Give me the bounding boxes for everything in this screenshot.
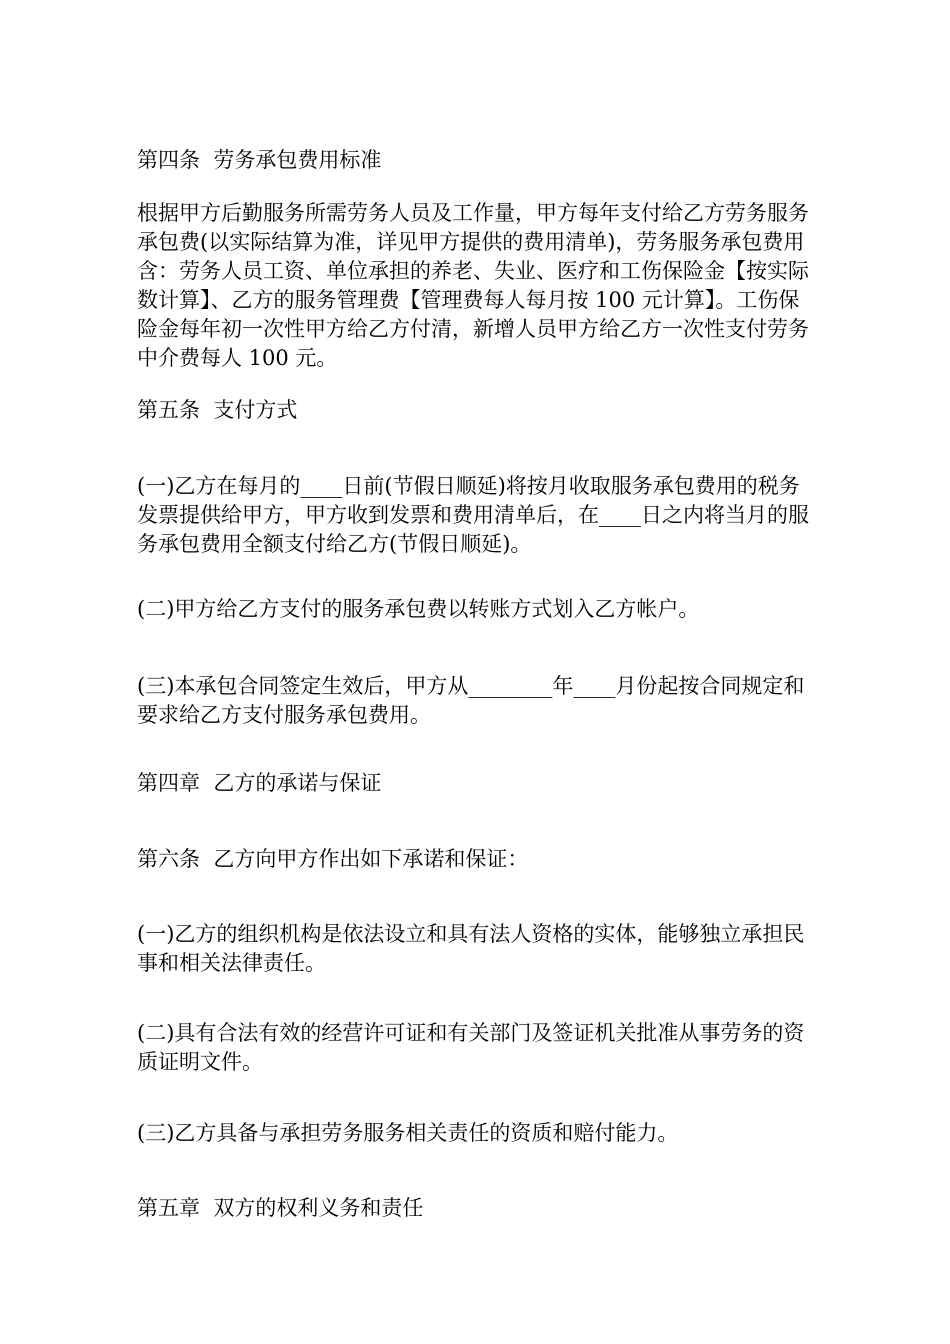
article5-heading: 第五条 支付方式: [137, 398, 298, 422]
article5-item-3: (三)本承包合同签定生效后，甲方从________年____月份起按合同规定和要求给乙方支付服务承包费用。: [137, 674, 805, 727]
chapter5-heading: 第五章 双方的权利义务和责任: [137, 1196, 424, 1220]
article5-item-1: (一)乙方在每月的____日前(节假日顺延)将按月收取服务承包费用的税务发票提供给甲方，甲方收到发票和费用清单后，在____日之内将当月的服务承包费用全额支付给乙方(节假日顺延)。: [137, 474, 809, 556]
article6-item-3: (三)乙方具备与承担劳务服务相关责任的资质和赔付能力。: [137, 1121, 679, 1145]
article4-heading: 第四条 劳务承包费用标准: [137, 148, 382, 172]
article6-item-2: (二)具有合法有效的经营许可证和有关部门及签证机关批准从事劳务的资质证明文件。: [137, 1021, 805, 1074]
chapter4-heading: 第四章 乙方的承诺与保证: [137, 771, 382, 795]
article6-item-1: (一)乙方的组织机构是依法设立和具有法人资格的实体，能够独立承担民事和相关法律责任。: [137, 922, 805, 975]
article5-item-2: (二)甲方给乙方支付的服务承包费以转账方式划入乙方帐户。: [137, 597, 700, 621]
article6-heading: 第六条 乙方向甲方作出如下承诺和保证：: [137, 847, 529, 871]
article4-body: 根据甲方后勤服务所需劳务人员及工作量，甲方每年支付给乙方劳务服务承包费(以实际结算为准，详见甲方提供的费用清单)，劳务服务承包费用含：劳务人员工资、单位承担的养老、失业、医疗和工伤保险金【按实际数计算】、乙方的服务管理费【管理费每人每月按 100 元计算】。工伤保险金每年初一次性甲方给乙方付清，新增人员甲方给乙方一次性支付劳务中介费每人 100 元。: [137, 201, 809, 370]
